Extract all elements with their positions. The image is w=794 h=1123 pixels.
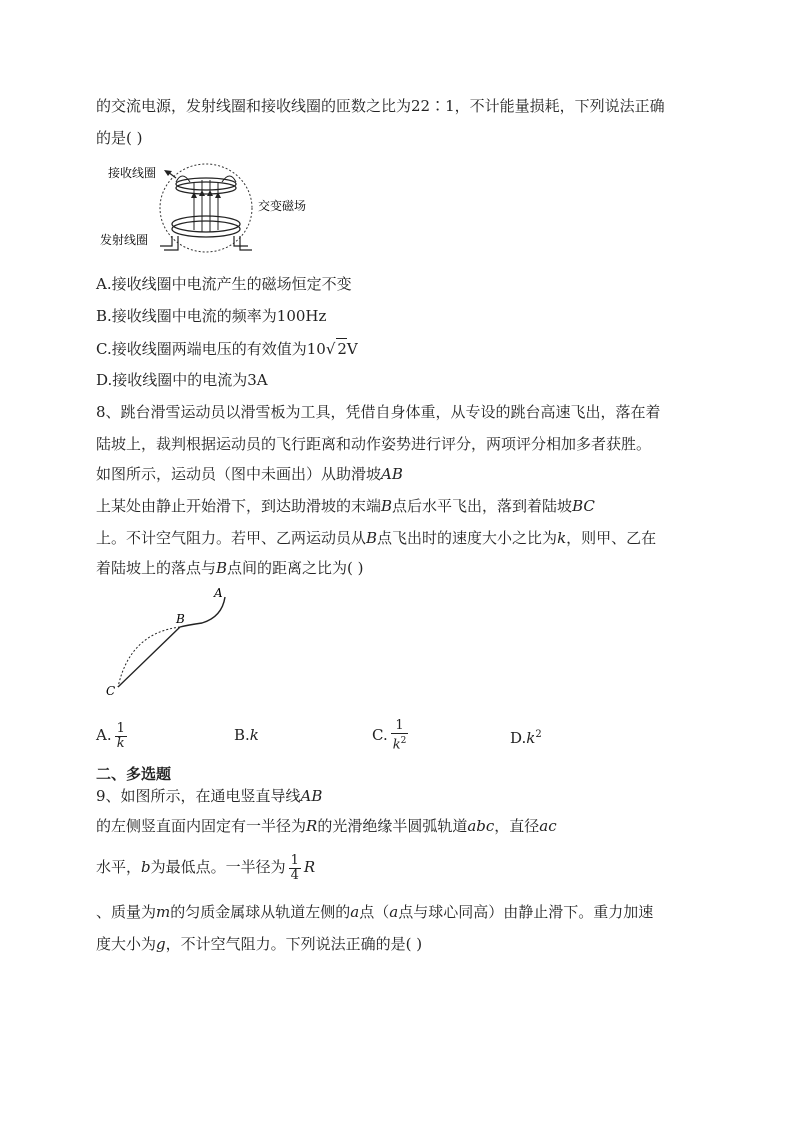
q7-label-receive: 接收线圈 bbox=[108, 166, 157, 180]
q7-option-b: B.接收线圈中电流的频率为100Hz bbox=[96, 307, 327, 325]
q8-text: 点后水平飞出，落到着陆坡 bbox=[392, 497, 573, 515]
q9-var-r: R bbox=[303, 858, 316, 876]
q7-coil-figure bbox=[98, 160, 328, 260]
q8-var-b: B bbox=[216, 559, 228, 577]
q7-option-d: D.接收线圈中的电流为3A bbox=[96, 371, 268, 389]
frac-num: 1 bbox=[391, 719, 409, 734]
q9-var-m: m bbox=[156, 903, 171, 921]
q8-option-d-value: k bbox=[526, 729, 536, 747]
q9-stem-line2 bbox=[96, 816, 557, 836]
q8-option-a-fraction bbox=[115, 722, 127, 751]
frac-den: k bbox=[116, 735, 125, 751]
q8-stem-line4 bbox=[96, 496, 595, 516]
frac-den: 4 bbox=[290, 867, 299, 883]
q7-stem-line1: 的交流电源，发射线圈和接收线圈的匝数之比为22∶1，不计能量损耗，下列说法正确 bbox=[96, 97, 665, 115]
q8-option-a-label: A. bbox=[96, 726, 112, 744]
q7-option-c-radicand: 2 bbox=[337, 340, 347, 358]
q8-var-bc: BC bbox=[572, 497, 595, 515]
q9-text: ，直径 bbox=[494, 817, 540, 835]
q9-stem-line5 bbox=[96, 934, 422, 954]
q8-option-d bbox=[510, 718, 542, 752]
q8-option-b-value: k bbox=[249, 726, 259, 744]
frac-den-exp: 2 bbox=[400, 736, 407, 747]
q9-text: 点与球心同高）由静止滑下。重力加速 bbox=[398, 903, 654, 921]
q7-option-a: A.接收线圈中电流产生的磁场恒定不变 bbox=[96, 275, 352, 293]
q9-var-r: R bbox=[306, 817, 318, 835]
q8-option-c bbox=[372, 718, 411, 752]
q7-option-c-text: C.接收线圈两端电压的有效值为 bbox=[96, 340, 307, 358]
q9-text: 的光滑绝缘半圆弧轨道 bbox=[317, 817, 468, 835]
q9-text: 为最低点。一半径为 bbox=[150, 858, 286, 876]
q9-var-a: a bbox=[350, 903, 360, 921]
section-title-multiple-choice: 二、多选题 bbox=[96, 765, 172, 783]
q8-option-b-label: B. bbox=[234, 726, 250, 744]
q7-option-c: C.接收线圈两端电压的有效值为10√ 2V bbox=[96, 340, 358, 358]
q8-stem-line1: 8、跳台滑雪运动员以滑雪板为工具，凭借自身体重，从专设的跳台高速飞出，落在着 bbox=[96, 403, 661, 421]
q9-var-ab: AB bbox=[300, 787, 323, 805]
q8-stem-line2: 陆坡上，裁判根据运动员的飞行距离和动作姿势进行评分，两项评分相加多者获胜。 bbox=[96, 435, 652, 453]
q8-text: 点飞出时的速度大小之比为 bbox=[377, 529, 558, 547]
q9-var-a: a bbox=[389, 903, 399, 921]
q8-option-c-label: C. bbox=[372, 726, 388, 744]
q9-text: 水平， bbox=[96, 858, 142, 876]
q9-text: 9、如图所示，在通电竖直导线 bbox=[96, 787, 301, 805]
q8-text: 着陆坡上的落点与 bbox=[96, 559, 217, 577]
transmit-coil bbox=[172, 216, 240, 232]
q8-text: 如图所示，运动员（图中未画出）从助滑坡 bbox=[96, 465, 382, 483]
frac-num: 1 bbox=[116, 720, 125, 736]
point-a-label: A bbox=[214, 586, 223, 600]
q7-label-field: 交变磁场 bbox=[258, 199, 307, 213]
q9-stem-line4 bbox=[96, 902, 653, 922]
q8-option-a bbox=[96, 718, 130, 752]
q8-option-b bbox=[234, 718, 259, 752]
q8-var-ab: AB bbox=[381, 465, 403, 483]
q9-text: 的匀质金属球从轨道左侧的 bbox=[170, 903, 351, 921]
run-up-slope-ab bbox=[180, 597, 225, 627]
q8-slope-figure bbox=[100, 585, 240, 700]
q9-text: 的左侧竖直面内固定有一半径为 bbox=[96, 817, 307, 835]
frac-den: k bbox=[392, 737, 401, 753]
q8-var-b: B bbox=[366, 529, 378, 547]
q9-text: 、质量为 bbox=[96, 903, 157, 921]
q9-var-b: b bbox=[141, 858, 151, 876]
q8-stem-line5 bbox=[96, 528, 656, 548]
q8-var-b: B bbox=[381, 497, 393, 515]
q9-text: 度大小为 bbox=[96, 935, 157, 953]
q8-stem-line6 bbox=[96, 558, 364, 578]
q7-stem-line2: 的是( ) bbox=[96, 129, 143, 147]
q8-text: ，则甲、乙在 bbox=[566, 529, 657, 547]
q8-option-d-label: D. bbox=[510, 729, 527, 747]
frac-num: 1 bbox=[290, 852, 299, 868]
q9-var-ac: ac bbox=[539, 817, 557, 835]
q8-text: 点间的距离之比为( ) bbox=[227, 559, 364, 577]
q8-var-k: k bbox=[557, 529, 567, 547]
point-c-label: C bbox=[106, 684, 116, 698]
q8-stem-line3 bbox=[96, 464, 403, 484]
q7-option-c-coef: 10 bbox=[306, 340, 326, 358]
q9-text: 点（ bbox=[359, 903, 390, 921]
q9-stem-line1 bbox=[96, 786, 322, 806]
point-b-label: B bbox=[176, 612, 185, 626]
q9-text: ，不计空气阻力。下列说法正确的是( ) bbox=[165, 935, 423, 953]
q8-text: 上某处由静止开始滑下，到达助滑坡的末端 bbox=[96, 497, 382, 515]
q8-option-d-exp: 2 bbox=[535, 729, 542, 740]
q9-stem-line3 bbox=[96, 850, 315, 884]
landing-slope-bc bbox=[118, 627, 180, 687]
q8-text: 上。不计空气阻力。若甲、乙两运动员从 bbox=[96, 529, 367, 547]
q9-var-g: g bbox=[156, 935, 166, 953]
q7-option-c-unit: V bbox=[346, 340, 358, 358]
field-boundary-circle bbox=[160, 164, 252, 252]
q7-label-transmit: 发射线圈 bbox=[100, 233, 149, 247]
q9-fraction bbox=[289, 854, 301, 883]
q8-option-c-fraction bbox=[391, 719, 409, 752]
q9-var-abc: abc bbox=[467, 817, 495, 835]
